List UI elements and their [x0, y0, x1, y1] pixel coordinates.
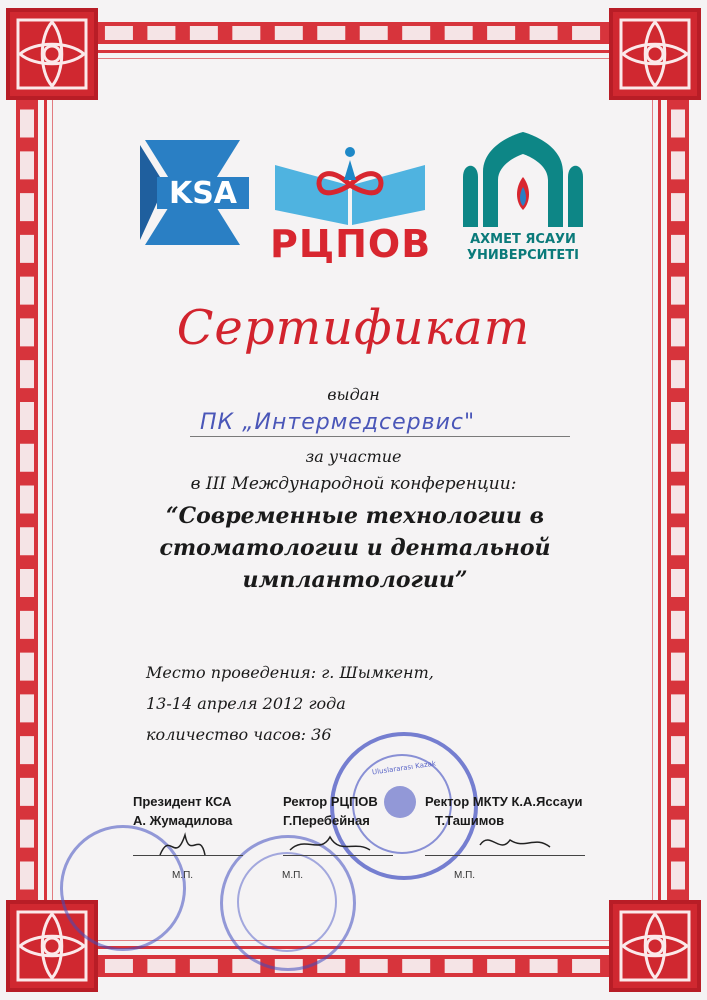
yasaui-logo-line2: УНИВЕРСИТЕТІ [467, 248, 579, 263]
sig-line-3 [425, 855, 585, 856]
rector1-title: Ректор РЦПОВ [283, 794, 378, 809]
stamp-emblem-icon [384, 786, 416, 818]
mp-3: М.П. [454, 870, 476, 881]
ksa-logo [135, 135, 250, 250]
mp-1: М.П. [172, 870, 194, 881]
rector2-title: Ректор МКТУ К.А.Яссауи [425, 794, 583, 809]
sig-line-1 [133, 855, 243, 856]
sig-line-2 [283, 855, 393, 856]
corner-ornament-top-left [6, 8, 98, 100]
corner-ornament-bottom-right [609, 900, 701, 992]
rector1-name: Г.Перебейная [283, 813, 370, 828]
conference-name-line1: “Современные технологии в [165, 503, 545, 529]
ksa-logo-text: KSA [168, 176, 238, 211]
event-hours: количество часов: 36 [146, 725, 332, 744]
rcpov-logo-text: РЦПОВ [270, 222, 432, 266]
participation-label: за участие [305, 447, 402, 466]
conference-name [110, 500, 600, 596]
stamp-text: Uluslararası Kazak [371, 759, 437, 777]
issued-label: выдан [327, 385, 380, 404]
conference-name-line3: имплантологии” [242, 567, 468, 593]
conference-name-line2: стоматологии и дентальной [159, 535, 551, 561]
yasaui-university-logo [453, 132, 593, 272]
yasaui-logo-line1: АХМЕТ ЯСАУИ [470, 232, 576, 247]
rcpov-logo [270, 140, 432, 266]
president-title: Президент КСА [133, 794, 232, 809]
rector2-name: Т.Ташимов [435, 813, 505, 828]
president-name: А. Жумадилова [133, 813, 233, 828]
mp-2: М.П. [282, 870, 304, 881]
corner-ornament-top-right [609, 8, 701, 100]
recipient-underline [190, 436, 570, 437]
event-place: Место проведения: г. Шымкент, [146, 663, 434, 682]
conference-intro: в III Международной конференции: [190, 474, 517, 494]
event-dates: 13-14 апреля 2012 года [146, 694, 346, 713]
handwritten-signatures [130, 825, 610, 875]
recipient-handwritten: ПК „Интермедсервис" [200, 410, 476, 435]
certificate-title: Сертификат [176, 300, 531, 356]
